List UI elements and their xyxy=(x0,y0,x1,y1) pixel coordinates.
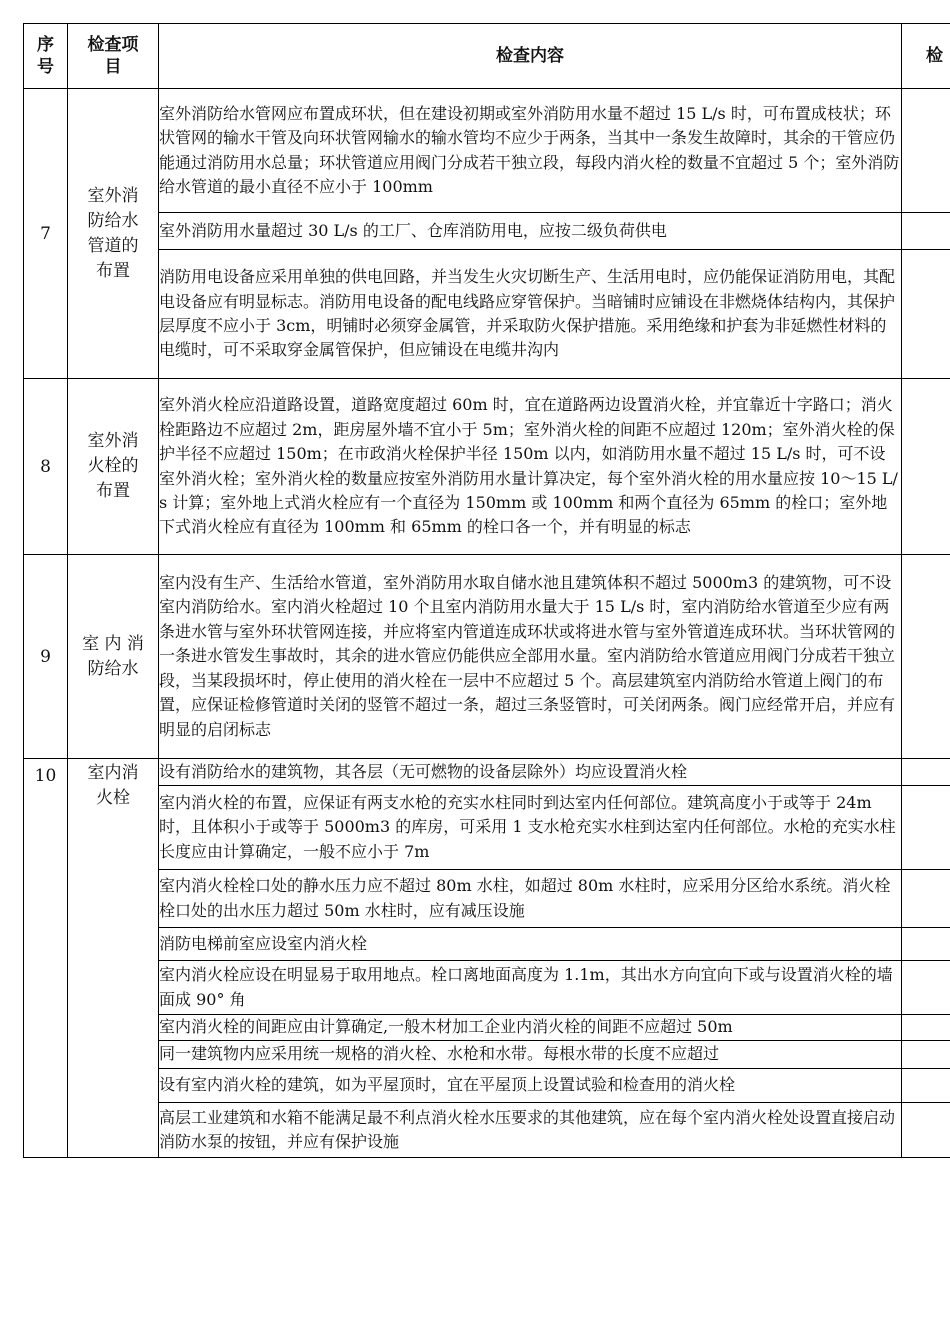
header-content: 检查内容 xyxy=(159,24,902,89)
table-row xyxy=(24,961,950,1015)
content-cell: 同一建筑物内应采用统一规格的消火栓、水枪和水带。每根水带的长度不应超过 xyxy=(159,1041,902,1069)
header-item: 检查项目 xyxy=(68,24,159,89)
content-cell: 室外消火栓应沿道路设置，道路宽度超过 60m 时，宜在道路两边设置消火栓，并宜靠近十字路口；消火栓距路边不应超过 2m，距房屋外墙不宜小于 5m；室外消火栓的间距不应超过 120m；室外消火栓的保护半径不应超过 150m；在市政消火栓保护半径 150m 以内，如消防用水量不超过 15 L/s 时，可不设室外消火栓；室外消火栓的数量应按室外消防用水量计算决定，每个室外消火栓的用水量应按 10～15 L/s 计算；室外地上式消火栓应有一个直径为 150mm 或 100mm 和两个直径为 65mm 的栓口；室外地下式消火栓应有直径为 100mm 和 65mm 的栓口各一个，并有明显的标志 xyxy=(159,379,902,555)
table-row xyxy=(24,555,950,759)
check-cell[interactable] xyxy=(902,89,950,213)
header-row xyxy=(24,24,950,89)
content-cell: 室内没有生产、生活给水管道，室外消防用水取自储水池且建筑体积不超过 5000m3 的建筑物，可不设室内消防给水。室内消火栓超过 10 个且室内消防用水量大于 15 L/s 时，室内消防给水管道至少应有两条进水管与室外环状管网连接，并应将室内管道连成环状或将进水管与室外管道连成环状。当环状管网的一条进水管发生事故时，其余的进水管应仍能供应全部用水量。室内消防给水管道应用阀门分成若干独立段，当某段损坏时，停止使用的消火栓在一层中不应超过 5 个。高层建筑室内消防给水管道上阀门的布置，应保证检修管道时关闭的竖管不超过一条，超过三条竖管时，可关闭两条。阀门应经常开启，并应有明显的启闭标志 xyxy=(159,555,902,759)
content-cell: 室内消火栓应设在明显易于取用地点。栓口离地面高度为 1.1m，其出水方向宜向下或与设置消火栓的墙面成 90° 角 xyxy=(159,961,902,1015)
content-cell: 室外消防用水量超过 30 L/s 的工厂、仓库消防用电，应按二级负荷供电 xyxy=(159,213,902,250)
check-cell[interactable] xyxy=(902,213,950,250)
row-number: 10 xyxy=(24,759,68,1158)
table-row xyxy=(24,213,950,250)
item-name: 室外消火栓的布置 xyxy=(68,379,159,555)
table-row xyxy=(24,1015,950,1041)
inspection-table xyxy=(23,23,950,1158)
check-cell[interactable] xyxy=(902,1015,950,1041)
content-cell: 室外消防给水管网应布置成环状，但在建设初期或室外消防用水量不超过 15 L/s 时，可布置成枝状；环状管网的输水干管及向环状管网输水的输水管均不应少于两条，当其中一条发生故障时，其余的干管应仍能通过消防用水总量；环状管道应用阀门分成若干独立段，每段内消火栓的数量不宜超过 5 个；室外消防给水管道的最小直径不应小于 100mm xyxy=(159,89,902,213)
check-cell[interactable] xyxy=(902,250,950,379)
content-cell: 室内消火栓的间距应由计算确定,一般木材加工企业内消火栓的间距不应超过 50m xyxy=(159,1015,902,1041)
item-name: 室 内 消防给水 xyxy=(68,555,159,759)
check-cell[interactable] xyxy=(902,759,950,786)
row-number: 7 xyxy=(24,89,68,379)
content-cell: 室内消火栓栓口处的静水压力应不超过 80m 水柱，如超过 80m 水柱时，应采用分区给水系统。消火栓栓口处的出水压力超过 50m 水柱时，应有减压设施 xyxy=(159,870,902,928)
check-cell[interactable] xyxy=(902,379,950,555)
table-row xyxy=(24,250,950,379)
check-cell[interactable] xyxy=(902,961,950,1015)
table-row xyxy=(24,89,950,213)
table-row xyxy=(24,759,950,786)
table-row xyxy=(24,1069,950,1103)
table-row xyxy=(24,1041,950,1069)
header-no: 序号 xyxy=(24,24,68,89)
check-cell[interactable] xyxy=(902,928,950,961)
item-name: 室内消火栓 xyxy=(68,759,159,1158)
row-number: 9 xyxy=(24,555,68,759)
check-cell[interactable] xyxy=(902,555,950,759)
table-row xyxy=(24,870,950,928)
item-name: 室外消防给水管道的布置 xyxy=(68,89,159,379)
content-cell: 消防用电设备应采用单独的供电回路，并当发生火灾切断生产、生活用电时，应仍能保证消防用电，其配电设备应有明显标志。消防用电设备的配电线路应穿管保护。当暗铺时应铺设在非燃烧体结构内，其保护层厚度不应小于 3cm，明铺时必须穿金属管，并采取防火保护措施。采用绝缘和护套为非延燃性材料的电缆时，可不采取穿金属管保护，但应铺设在电缆井沟内 xyxy=(159,250,902,379)
check-cell[interactable] xyxy=(902,1069,950,1103)
check-cell[interactable] xyxy=(902,1103,950,1158)
content-cell: 消防电梯前室应设室内消火栓 xyxy=(159,928,902,961)
content-cell: 设有消防给水的建筑物，其各层（无可燃物的设备层除外）均应设置消火栓 xyxy=(159,759,902,786)
row-number: 8 xyxy=(24,379,68,555)
content-cell: 高层工业建筑和水箱不能满足最不利点消火栓水压要求的其他建筑，应在每个室内消火栓处设置直接启动消防水泵的按钮，并应有保护设施 xyxy=(159,1103,902,1158)
table-row xyxy=(24,1103,950,1158)
header-check: 检 xyxy=(902,24,950,89)
table-row xyxy=(24,379,950,555)
check-cell[interactable] xyxy=(902,786,950,870)
check-cell[interactable] xyxy=(902,1041,950,1069)
table-row xyxy=(24,786,950,870)
content-cell: 设有室内消火栓的建筑，如为平屋顶时，宜在平屋顶上设置试验和检查用的消火栓 xyxy=(159,1069,902,1103)
table-row xyxy=(24,928,950,961)
content-cell: 室内消火栓的布置，应保证有两支水枪的充实水柱同时到达室内任何部位。建筑高度小于或等于 24m 时，且体积小于或等于 5000m3 的库房，可采用 1 支水枪充实水柱到达室内任何部位。水枪的充实水柱长度应由计算确定，一般不应小于 7m xyxy=(159,786,902,870)
check-cell[interactable] xyxy=(902,870,950,928)
